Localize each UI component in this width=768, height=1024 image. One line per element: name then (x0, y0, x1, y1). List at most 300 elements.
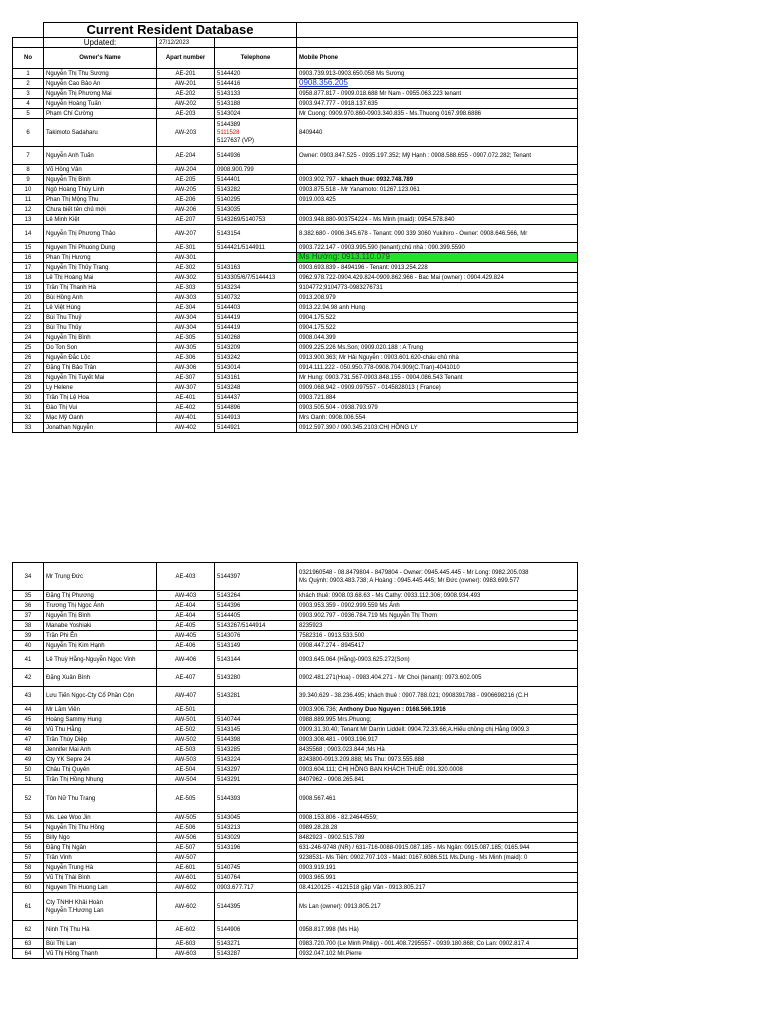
row-number: 40 (13, 641, 44, 651)
table-row (13, 755, 578, 765)
telephone-line: 5127637 (VP) (217, 137, 255, 144)
telephone: 5144401 (215, 175, 297, 185)
telephone: 5144421/5144911 (215, 243, 297, 253)
apartment-number: AE-206 (157, 195, 215, 205)
mobile-phone: 0904.175.522 (297, 313, 578, 323)
table-row (13, 641, 578, 651)
apartment-number: AE-303 (157, 283, 215, 293)
table-row (13, 715, 578, 725)
owner-name: Nguyễn Thị Bình (44, 611, 157, 621)
telephone: 5143224 (215, 755, 297, 765)
mobile-phone: 0989.28.28.28 (297, 823, 578, 833)
telephone: 5143029 (215, 833, 297, 843)
owner-name: Cty YK Sepre 24 (44, 755, 157, 765)
table-row (13, 79, 578, 89)
telephone: 5143154 (215, 225, 297, 243)
owner-name: Lê Minh Kiệt (44, 215, 157, 225)
table-row (13, 873, 578, 883)
apartment-number: AW-203 (157, 119, 215, 147)
owner-name: Nguyễn Hoàng Tuấn (44, 99, 157, 109)
telephone (215, 853, 297, 863)
owner-name: Ngô Hoàng Thùy Linh (44, 185, 157, 195)
telephone: 5140732 (215, 293, 297, 303)
row-number: 38 (13, 621, 44, 631)
telephone: 5144419 (215, 323, 297, 333)
apartment-number: AE-406 (157, 641, 215, 651)
apartment-number: AE-506 (157, 823, 215, 833)
telephone: 5143133 (215, 89, 297, 99)
apartment-number: AE-307 (157, 373, 215, 383)
table-row (13, 175, 578, 185)
mobile-phone: 8407962 - 0908.265.841 (297, 775, 578, 785)
table-row (13, 705, 578, 715)
telephone: 5143297 (215, 765, 297, 775)
header-name: Owner's Name (44, 48, 157, 69)
owner-name: Nguyễn Trung Hà (44, 863, 157, 873)
mobile-phone: 0903.875.518 - Mr Yanamoto: 01267.123.061 (297, 185, 578, 195)
mobile-phone: 631-246-9748 (NR) / 631-716-0088-0915.087.185 - Ms Ngân: 0915.087.185; 0165.944 (297, 843, 578, 853)
telephone: 5143196 (215, 843, 297, 853)
mobile-phone: 0958.817.998 (Ms Hà) (297, 921, 578, 939)
apartment-number: AE-503 (157, 745, 215, 755)
row-number: 56 (13, 843, 44, 853)
mobile-phone-text: Ms Hường: 0913.110.079 (299, 252, 390, 261)
row-number: 22 (13, 313, 44, 323)
mobile-phone: 0932.047.102 Mr.Pierre (297, 949, 578, 959)
owner-name: Võ Hồng Vân (44, 165, 157, 175)
row-number: 26 (13, 353, 44, 363)
apartment-number: AE-301 (157, 243, 215, 253)
telephone: 5140744 (215, 715, 297, 725)
telephone: 5143282 (215, 185, 297, 195)
apartment-number: AW-403 (157, 591, 215, 601)
updated-date: 27/12/2023 (157, 38, 215, 48)
table-row (13, 263, 578, 273)
table-row (13, 363, 578, 373)
owner-name: Vũ Thu Hằng (44, 725, 157, 735)
table-row (13, 833, 578, 843)
apartment-number: AW-204 (157, 165, 215, 175)
owner-name: Vũ Thị Hồng Thanh (44, 949, 157, 959)
table-row (13, 353, 578, 363)
table-row (13, 949, 578, 959)
apartment-number: AE-203 (157, 109, 215, 119)
owner-name: Billy Ngo (44, 833, 157, 843)
owner-name: Trần Thùy Diệp (44, 735, 157, 745)
table-row (13, 563, 578, 591)
apartment-number: AW-506 (157, 833, 215, 843)
apartment-number: AW-307 (157, 383, 215, 393)
owner-name: Châu Thị Quyên (44, 765, 157, 775)
mobile-phone: 08.4120125 - 4121518 gặp Vân - 0913.805.217 (297, 883, 578, 893)
table-row (13, 669, 578, 687)
row-number: 17 (13, 263, 44, 273)
mobile-phone: Mr Cuong: 0909.970.860-0903.340.835 - Ms.Thuong 0167.998.6886 (297, 109, 578, 119)
row-number: 29 (13, 383, 44, 393)
table-row (13, 303, 578, 313)
page-title: Current Resident Database (44, 23, 297, 38)
telephone: 5143188 (215, 99, 297, 109)
owner-name: Lê Thị Hoàng Mai (44, 273, 157, 283)
mobile-phone: 0903.693.839 - 8494196 - Tenant: 0913.254.228 (297, 263, 578, 273)
owner-name: Đặng Thị Ngân (44, 843, 157, 853)
table-row (13, 413, 578, 423)
header-no: No (13, 48, 44, 69)
table-row (13, 333, 578, 343)
telephone: 5144416 (215, 79, 297, 89)
telephone: 5143242 (215, 353, 297, 363)
table-row (13, 383, 578, 393)
owner-name: Ms. Lee Woo Jin (44, 813, 157, 823)
row-number: 9 (13, 175, 44, 185)
table-row (13, 863, 578, 873)
table-row (13, 939, 578, 949)
row-number: 2 (13, 79, 44, 89)
row-number: 27 (13, 363, 44, 373)
row-number: 54 (13, 823, 44, 833)
row-number: 50 (13, 765, 44, 775)
table-row (13, 225, 578, 243)
apartment-number: AE-405 (157, 621, 215, 631)
row-number: 8 (13, 165, 44, 175)
telephone: 5144437 (215, 393, 297, 403)
table-row (13, 745, 578, 755)
apartment-number: AE-407 (157, 669, 215, 687)
telephone: 0908.900.799 (215, 165, 297, 175)
apartment-number: AE-202 (157, 89, 215, 99)
mobile-phone: 0909.225.226 Ms.Son; 0909.020.188 : A Trung (297, 343, 578, 353)
telephone: 5143045 (215, 813, 297, 823)
row-number: 58 (13, 863, 44, 873)
mobile-phone (297, 205, 578, 215)
table-row (13, 687, 578, 705)
owner-name: Nguyễn Thị Phương Thảo (44, 225, 157, 243)
mobile-phone: Owner: 0903.847.525 - 0935.197.352; Mỹ Hạnh : 0908.588.655 - 0907.072.282; Tenant (297, 147, 578, 165)
telephone: 5143264 (215, 591, 297, 601)
apartment-number: AW-501 (157, 715, 215, 725)
apartment-number: AW-201 (157, 79, 215, 89)
mobile-phone-text: 0903.902.797 - (299, 176, 342, 183)
mobile-phone: 7582316 - 0913.533.500 (297, 631, 578, 641)
table-row (13, 293, 578, 303)
table-row (13, 853, 578, 863)
table-row (13, 253, 578, 263)
owner-name: Nguyễn Đắc Lộc (44, 353, 157, 363)
table-row (13, 893, 578, 921)
mobile-phone: 0908.567.461 (297, 785, 578, 813)
mobile-phone: khách thuê: 0908.03.68.63 - Ms Cathy: 0933.112.306; 0908.934.493 (297, 591, 578, 601)
telephone: 5140268 (215, 333, 297, 343)
apartment-number: AW-601 (157, 873, 215, 883)
row-number: 47 (13, 735, 44, 745)
mobile-phone: 0913.900.363; Mr Hải Nguyễn : 0903.601.620-cháu chủ nhà (297, 353, 578, 363)
telephone: 5144419 (215, 313, 297, 323)
telephone: 5143305/6/7/5144413 (215, 273, 297, 283)
row-number: 37 (13, 611, 44, 621)
mobile-phone: 0903.953.359 - 0902.999.559 Ms Ánh (297, 601, 578, 611)
row-number: 32 (13, 413, 44, 423)
row-number: 5 (13, 109, 44, 119)
apartment-number: AW-602 (157, 893, 215, 921)
mobile-phone: 8235923 (297, 621, 578, 631)
owner-name: Bùi Thị Lan (44, 939, 157, 949)
row-number: 62 (13, 921, 44, 939)
row-number: 1 (13, 69, 44, 79)
row-number: 28 (13, 373, 44, 383)
owner-name: Nguyen Thi Huong Lan (44, 883, 157, 893)
table-row (13, 323, 578, 333)
apartment-number: AE-505 (157, 785, 215, 813)
apartment-number: AW-304 (157, 323, 215, 333)
apartment-number: AE-403 (157, 563, 215, 591)
table-row (13, 195, 578, 205)
row-number: 63 (13, 939, 44, 949)
row-number: 53 (13, 813, 44, 823)
owner-name: Jonathan Nguyễn (44, 423, 157, 433)
telephone: 5144393 (215, 785, 297, 813)
owner-name: Nguyễn Thị Kim Hạnh (44, 641, 157, 651)
telephone: 5144420 (215, 69, 297, 79)
apartment-number: AE-404 (157, 601, 215, 611)
apartment-number: AE-504 (157, 765, 215, 775)
telephone-line: 5144389 (217, 121, 241, 128)
owner-name: Nguyễn Thị Bình (44, 333, 157, 343)
mobile-phone: 8435568 ; 0903.023.844 ;Ms Hà (297, 745, 578, 755)
owner-name: Manabe Yoshiaki (44, 621, 157, 631)
table-row (13, 765, 578, 775)
telephone: 5143144 (215, 651, 297, 669)
table-row (13, 591, 578, 601)
telephone: 5143271 (215, 939, 297, 949)
apartment-number: AW-407 (157, 687, 215, 705)
telephone-line: 5111528 (217, 129, 240, 136)
apartment-number: AW-402 (157, 423, 215, 433)
mobile-phone: 0908.044.399 (297, 333, 578, 343)
telephone (215, 119, 297, 147)
apartment-number: AW-603 (157, 949, 215, 959)
table-row (13, 185, 578, 195)
mobile-phone: 9104772;9104773-0983276731 (297, 283, 578, 293)
table-row (13, 735, 578, 745)
row-number: 60 (13, 883, 44, 893)
mobile-phone: 0903.965.991 (297, 873, 578, 883)
apartment-number: AE-502 (157, 725, 215, 735)
table-row (13, 921, 578, 939)
telephone: 5143281 (215, 687, 297, 705)
header-apt: Apart number (157, 48, 215, 69)
row-number: 61 (13, 893, 44, 921)
telephone: 5143076 (215, 631, 297, 641)
row-number: 13 (13, 215, 44, 225)
apartment-number: AW-305 (157, 343, 215, 353)
telephone: 5143248 (215, 383, 297, 393)
apartment-number: AW-502 (157, 735, 215, 745)
mobile-phone: 0903.505.504 - 0938.793.979 (297, 403, 578, 413)
row-number: 11 (13, 195, 44, 205)
apartment-number: AW-401 (157, 413, 215, 423)
owner-name: Mạc Mỹ Oanh (44, 413, 157, 423)
apartment-number: AW-207 (157, 225, 215, 243)
mobile-phone: 0909.068.942 - 0909.097557 - 0145828013 ( France) (297, 383, 578, 393)
apartment-number: AE-603 (157, 939, 215, 949)
owner-name: Nguyen Thi Phuong Dung (44, 243, 157, 253)
owner-name: Trương Thị Ngọc Ánh (44, 601, 157, 611)
owner-name: Ninh Thị Thu Hà (44, 921, 157, 939)
row-number: 14 (13, 225, 44, 243)
telephone: 5140764 (215, 873, 297, 883)
mobile-phone: 0904.175.522 (297, 323, 578, 333)
telephone: 5143269/5140753 (215, 215, 297, 225)
owner-name: Nguyễn Thị Thu Hồng (44, 823, 157, 833)
mobile-phone: 0903.604.111; CHỊ HỒNG BẠN KHÁCH THUÊ: 091.320.0008 (297, 765, 578, 775)
telephone: 5144405 (215, 611, 297, 621)
owner-name: Trần Thị Lệ Hoa (44, 393, 157, 403)
telephone: 5143145 (215, 725, 297, 735)
row-number: 51 (13, 775, 44, 785)
telephone: 5144913 (215, 413, 297, 423)
owner-name: Vũ Thị Thái Bình (44, 873, 157, 883)
mobile-phone: 0903.721.884 (297, 393, 578, 403)
mobile-phone: 0988.889.995 Mrs.Phuong; (297, 715, 578, 725)
owner-name: Bùi Hồng Anh (44, 293, 157, 303)
mobile-phone: Mrs Oanh: 0908.006.554 (297, 413, 578, 423)
updated-label: Updated: (44, 38, 157, 48)
table-row (13, 403, 578, 413)
telephone: 5144936 (215, 147, 297, 165)
owner-name: Hoàng Sammy Hung (44, 715, 157, 725)
table-row (13, 601, 578, 611)
mobile-phone: 0919.003.425 (297, 195, 578, 205)
table-row (13, 651, 578, 669)
apartment-number: AE-306 (157, 353, 215, 363)
apartment-number: AE-302 (157, 263, 215, 273)
apartment-number: AE-507 (157, 843, 215, 853)
apartment-number: AW-306 (157, 363, 215, 373)
owner-name: Phan Thị Hương (44, 253, 157, 263)
mobile-phone: 0913.22.94.98 anh Hung (297, 303, 578, 313)
telephone: 5143280 (215, 669, 297, 687)
table-row (13, 215, 578, 225)
row-number: 12 (13, 205, 44, 215)
apartment-number: AW-206 (157, 205, 215, 215)
owner-name: Phạm Chí Cường (44, 109, 157, 119)
owner-name: Nguyễn Thị Tuyết Mai (44, 373, 157, 383)
row-number: 21 (13, 303, 44, 313)
row-number: 15 (13, 243, 44, 253)
mobile-phone: 0983.720.700 (Le Minh Philip) - 001.408.7295557 - 0939.180.868; Co Lan: 0902.817.4 (297, 939, 578, 949)
resident-table-top (12, 22, 578, 433)
owner-name: Lê Việt Hùng (44, 303, 157, 313)
owner-name: Do Ton Son (44, 343, 157, 353)
mobile-phone: 0908.447.274 - 8945417 (297, 641, 578, 651)
owner-name: Nguyễn Anh Tuấn (44, 147, 157, 165)
table-row (13, 109, 578, 119)
telephone: 5144395 (215, 893, 297, 921)
row-number: 44 (13, 705, 44, 715)
header-mobile: Mobile Phone (297, 48, 578, 69)
resident-table-bottom (12, 562, 578, 959)
apartment-number: AE-401 (157, 393, 215, 403)
row-number: 57 (13, 853, 44, 863)
owner-name: Đặng Thị Phương (44, 591, 157, 601)
telephone: 5143035 (215, 205, 297, 215)
telephone: 5143163 (215, 263, 297, 273)
telephone (215, 253, 297, 263)
mobile-phone-bold: Anthony Duo Nguyen : 0168.566.1916 (339, 706, 446, 713)
telephone: 5143014 (215, 363, 297, 373)
telephone: 5143234 (215, 283, 297, 293)
mobile-phone: 0903.919.191 (297, 863, 578, 873)
telephone: 5143213 (215, 823, 297, 833)
row-number: 23 (13, 323, 44, 333)
owner-name: Chưa biết tên chủ mới (44, 205, 157, 215)
apartment-number: AE-304 (157, 303, 215, 313)
apartment-number: AE-402 (157, 403, 215, 413)
mobile-phone: 0912.597.390 / 090.345.2103:CHỊ HỒNG LY (297, 423, 578, 433)
table-row (13, 69, 578, 79)
row-number: 18 (13, 273, 44, 283)
owner-name: Bùi Thu Thủy (44, 323, 157, 333)
apartment-number: AW-507 (157, 853, 215, 863)
row-number: 64 (13, 949, 44, 959)
apartment-number: AW-205 (157, 185, 215, 195)
owner-name: Trần Phi Ên (44, 631, 157, 641)
row-number: 31 (13, 403, 44, 413)
row-number: 55 (13, 833, 44, 843)
row-number: 34 (13, 563, 44, 591)
row-number: 25 (13, 343, 44, 353)
apartment-number: AE-404 (157, 611, 215, 621)
row-number: 41 (13, 651, 44, 669)
telephone: 5143291 (215, 775, 297, 785)
telephone: 5144397 (215, 563, 297, 591)
mobile-phone: 0903.308.481 - 0903.196.917 (297, 735, 578, 745)
row-number: 39 (13, 631, 44, 641)
header-row (13, 48, 578, 69)
row-number: 59 (13, 873, 44, 883)
owner-name: Đặng Xuân Bình (44, 669, 157, 687)
mobile-phone-text: 0903.906.736; (299, 706, 340, 713)
mobile-phone-link[interactable]: 0908.356.205 (299, 78, 348, 87)
telephone: 5143287 (215, 949, 297, 959)
owner-name: Bùi Thu Thuỷ (44, 313, 157, 323)
owner-name-line: Nguyễn T.Hương Lan (46, 907, 104, 914)
owner-name: Trần Thị Hồng Nhung (44, 775, 157, 785)
telephone: 5143267/5144914 (215, 621, 297, 631)
telephone (215, 705, 297, 715)
table-row (13, 611, 578, 621)
mobile-phone: 0962.978.722-0904.429.824-0909.862.966 - Bac Mai (owner) : 0904.429.824 (297, 273, 578, 283)
telephone: 5144398 (215, 735, 297, 745)
apartment-number: AW-503 (157, 755, 215, 765)
mobile-phone: 8.382.680 - 0906.345.678 - Tenant: 090 339 3060 Yukihiro - Owner: 0908.646.566, Mr (297, 225, 578, 243)
apartment-number: AW-301 (157, 253, 215, 263)
table-row (13, 205, 578, 215)
owner-name: Nguyễn Thị Phương Mai (44, 89, 157, 99)
row-number: 10 (13, 185, 44, 195)
apartment-number: AW-505 (157, 813, 215, 823)
table-row (13, 843, 578, 853)
apartment-number: AW-202 (157, 99, 215, 109)
table-row (13, 373, 578, 383)
table-row (13, 621, 578, 631)
telephone: 5144403 (215, 303, 297, 313)
telephone: 5143285 (215, 745, 297, 755)
table-row (13, 165, 578, 175)
mobile-phone (297, 175, 578, 185)
row-number: 19 (13, 283, 44, 293)
owner-name: Nguyễn Thị Thu Sương (44, 69, 157, 79)
